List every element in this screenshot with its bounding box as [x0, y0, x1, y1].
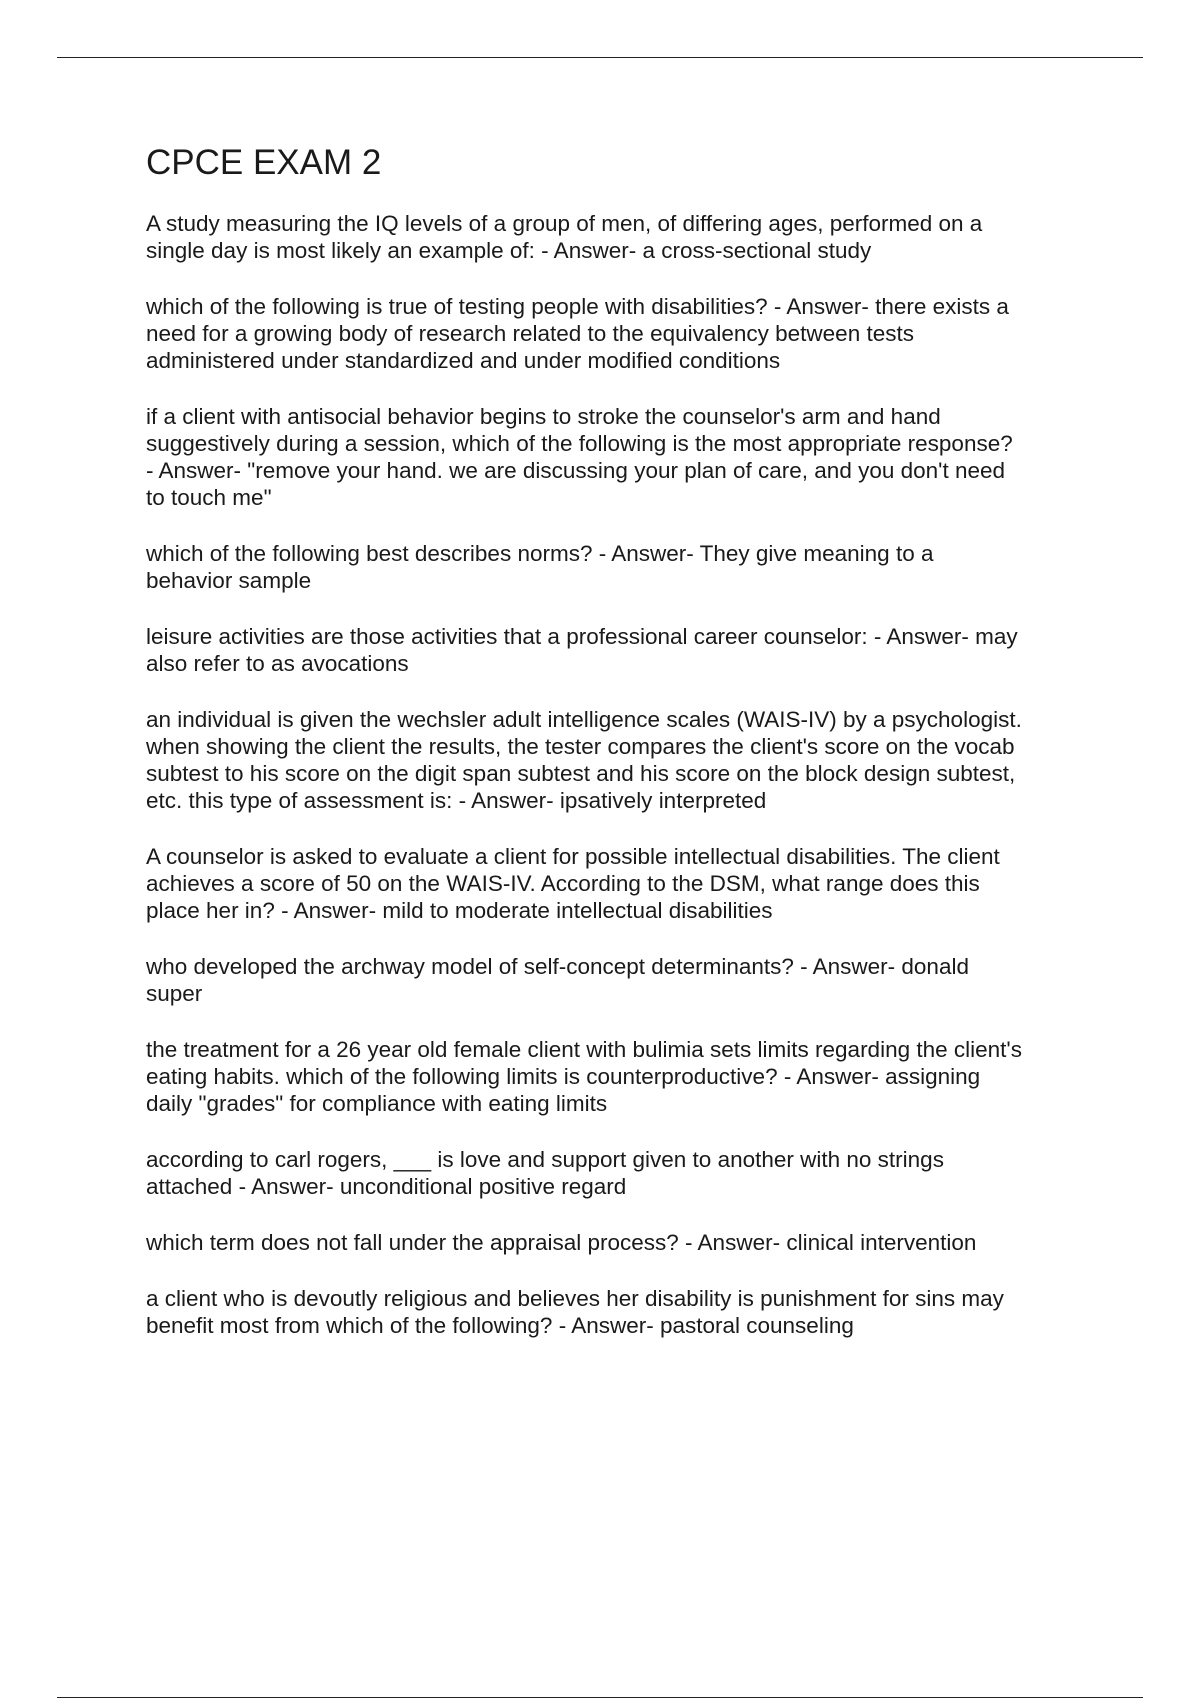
footer-rule [57, 1697, 1143, 1698]
qa-line: daily "grades" for compliance with eating limits [146, 1091, 608, 1116]
qa-line: if a client with antisocial behavior begins to stroke the counselor's arm and hand [146, 404, 941, 429]
qa-line: attached - Answer- unconditional positive regard [146, 1174, 627, 1199]
qa-item [146, 953, 1096, 1007]
qa-line: achieves a score of 50 on the WAIS-IV. According to the DSM, what range does this [146, 871, 980, 896]
qa-line: eating habits. which of the following limits is counterproductive? - Answer- assigning [146, 1064, 981, 1089]
header-rule [57, 57, 1143, 58]
qa-line: which of the following is true of testing people with disabilities? - Answer- there exists a [146, 294, 1009, 319]
qa-item [146, 623, 1096, 677]
qa-item [146, 1229, 1096, 1256]
qa-line: need for a growing body of research related to the equivalency between tests [146, 321, 914, 346]
qa-item [146, 403, 1096, 511]
qa-line: etc. this type of assessment is: - Answer- ipsatively interpreted [146, 788, 767, 813]
qa-line: to touch me" [146, 485, 272, 510]
qa-line: when showing the client the results, the tester compares the client's score on the vocab [146, 734, 1015, 759]
qa-line: which term does not fall under the appraisal process? - Answer- clinical intervention [146, 1230, 977, 1255]
qa-line: suggestively during a session, which of the following is the most appropriate response? [146, 431, 1013, 456]
qa-line: administered under standardized and under modified conditions [146, 348, 781, 373]
qa-line: also refer to as avocations [146, 651, 409, 676]
qa-line: place her in? - Answer- mild to moderate intellectual disabilities [146, 898, 773, 923]
qa-item [146, 843, 1096, 924]
qa-line: super [146, 981, 203, 1006]
qa-item [146, 540, 1096, 594]
qa-line: behavior sample [146, 568, 312, 593]
qa-line: A study measuring the IQ levels of a group of men, of differing ages, performed on a [146, 211, 983, 236]
qa-line: subtest to his score on the digit span subtest and his score on the block design subtest, [146, 761, 1016, 786]
document-body [146, 142, 1096, 1368]
qa-item [146, 1146, 1096, 1200]
qa-line: an individual is given the wechsler adult intelligence scales (WAIS-IV) by a psychologist. [146, 707, 1022, 732]
qa-line: the treatment for a 26 year old female client with bulimia sets limits regarding the client's [146, 1037, 1022, 1062]
qa-item [146, 706, 1096, 814]
qa-item [146, 293, 1096, 374]
qa-line: a client who is devoutly religious and believes her disability is punishment for sins may [146, 1286, 1004, 1311]
qa-item [146, 210, 1096, 264]
qa-line: who developed the archway model of self-concept determinants? - Answer- donald [146, 954, 969, 979]
qa-line: single day is most likely an example of: - Answer- a cross-sectional study [146, 238, 872, 263]
qa-item [146, 1036, 1096, 1117]
qa-list [146, 210, 1096, 1339]
qa-line: according to carl rogers, ___ is love and support given to another with no strings [146, 1147, 944, 1172]
qa-line: benefit most from which of the following? - Answer- pastoral counseling [146, 1313, 854, 1338]
qa-line: leisure activities are those activities that a professional career counselor: - Answer- may [146, 624, 1018, 649]
qa-line: which of the following best describes norms? - Answer- They give meaning to a [146, 541, 934, 566]
qa-item [146, 1285, 1096, 1339]
document-title: CPCE EXAM 2 [146, 143, 382, 182]
qa-line: A counselor is asked to evaluate a client for possible intellectual disabilities. The client [146, 844, 1000, 869]
qa-line: - Answer- "remove your hand. we are discussing your plan of care, and you don't need [146, 458, 1006, 483]
